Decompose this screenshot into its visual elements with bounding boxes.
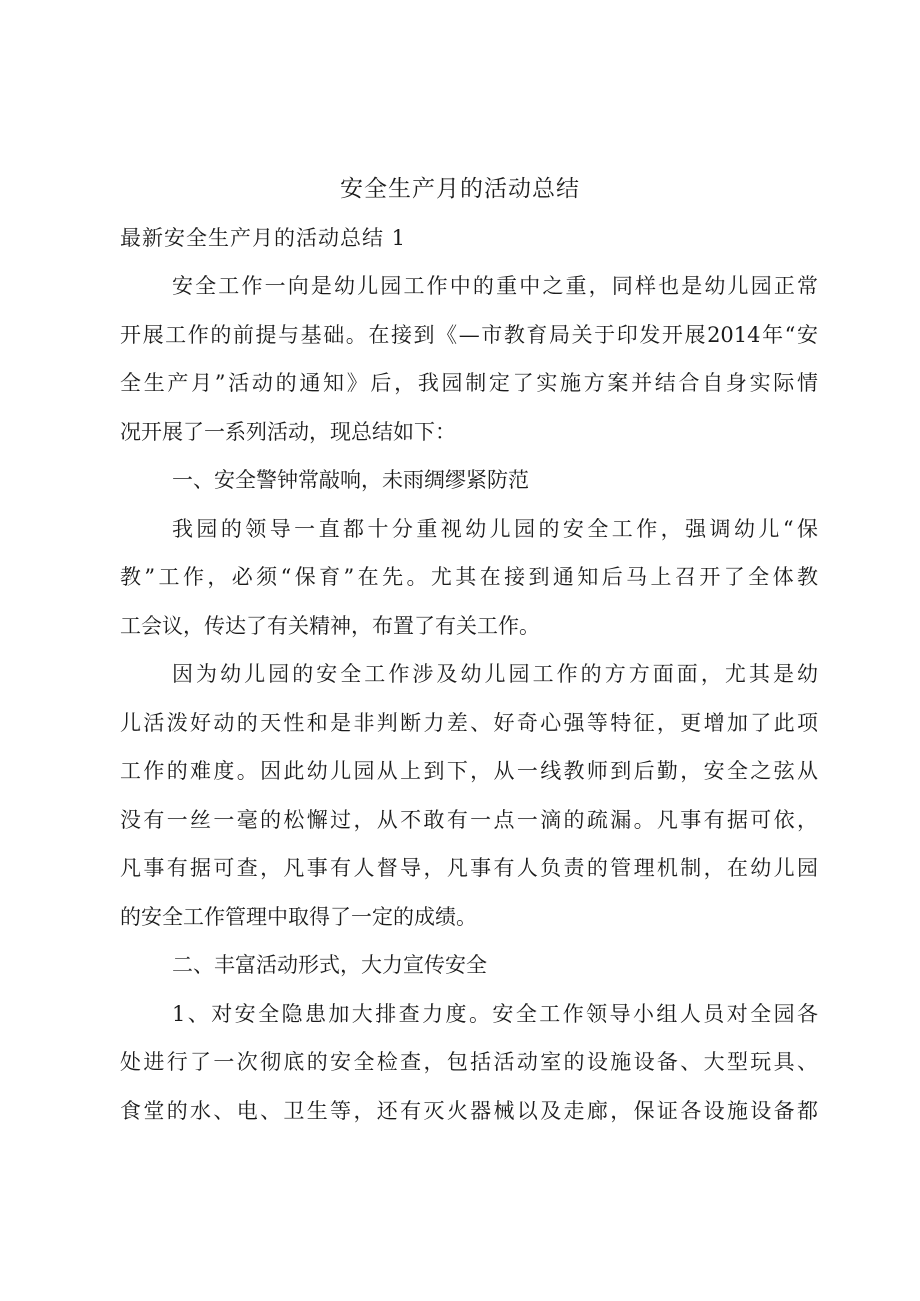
body-paragraph xyxy=(120,505,818,651)
text-line: 处进行了一次彻底的安全检查，包括活动室的设施设备、大型玩具、 xyxy=(120,1050,818,1074)
text-line: 工作的难度。因此幼儿园从上到下，从一线教师到后勤，安全之弦从 xyxy=(120,759,818,783)
text-line: 食堂的水、电、卫生等，还有灭火器械以及走廊，保证各设施设备都 xyxy=(120,1098,818,1123)
text-line: 开展工作的前提与基础。在接到《—市教育局关于印发开展2014年“安 xyxy=(120,322,818,347)
text-line: 没有一丝一毫的松懈过，从不敢有一点一滴的疏漏。凡事有据可依， xyxy=(120,807,818,832)
text-line: 全生产月”活动的通知》后，我园制定了实施方案并结合自身实际情 xyxy=(120,371,818,395)
document-body xyxy=(120,262,818,1135)
body-paragraph xyxy=(120,650,818,941)
text-line: 1、对安全隐患加大排查力度。安全工作领导小组人员对全园各 xyxy=(172,1001,818,1026)
document-subtitle: 最新安全生产月的活动总结 1 xyxy=(120,226,407,250)
text-line: 况开展了一系列活动，现总结如下： xyxy=(120,419,456,444)
section-heading xyxy=(120,456,818,505)
text-line: 因为幼儿园的安全工作涉及幼儿园工作的方方面面，尤其是幼 xyxy=(172,662,818,686)
text-line: 凡事有据可查，凡事有人督导，凡事有人负责的管理机制，在幼儿园 xyxy=(120,856,818,880)
body-paragraph xyxy=(120,990,818,1136)
text-line: 一、安全警钟常敲响，未雨绸缪紧防范 xyxy=(172,468,529,492)
body-paragraph xyxy=(120,262,818,456)
text-line: 儿活泼好动的天性和是非判断力差、好奇心强等特征，更增加了此项 xyxy=(120,710,818,735)
text-line: 安全工作一向是幼儿园工作中的重中之重，同样也是幼儿园正常 xyxy=(172,274,818,298)
document-title: 安全生产月的活动总结 xyxy=(340,176,580,202)
text-line: 的安全工作管理中取得了一定的成绩。 xyxy=(120,904,477,929)
text-line: 教”工作，必须“保育”在先。尤其在接到通知后马上召开了全体教 xyxy=(120,565,818,589)
section-heading xyxy=(120,941,818,990)
text-line: 我园的领导一直都十分重视幼儿园的安全工作，强调幼儿“保 xyxy=(172,516,818,541)
text-line: 工会议，传达了有关精神，布置了有关工作。 xyxy=(120,613,540,638)
text-line: 二、丰富活动形式，大力宣传安全 xyxy=(172,953,487,977)
